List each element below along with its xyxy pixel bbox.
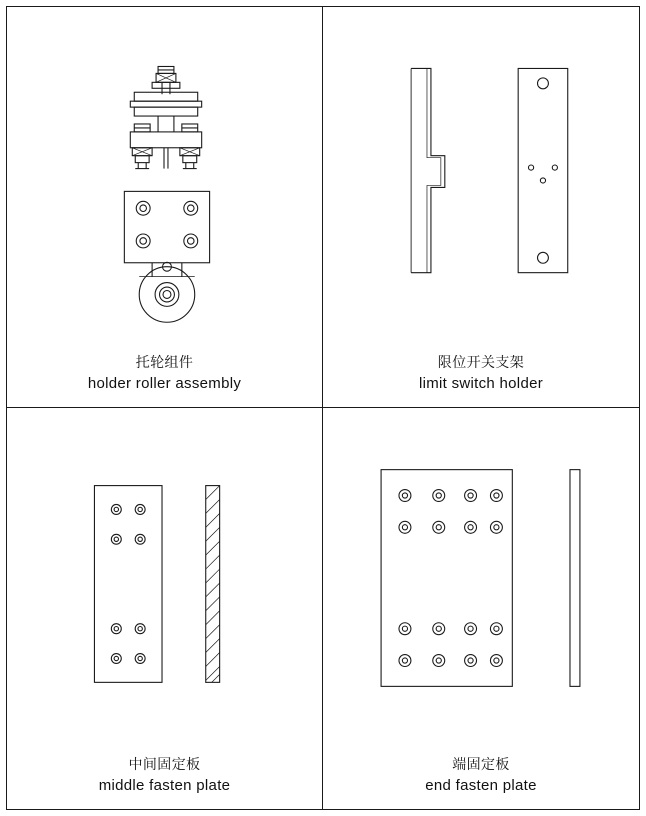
caption-en: limit switch holder <box>418 374 544 392</box>
caption-cn: 中间固定板 <box>128 755 201 772</box>
panel-end-fasten-plate <box>323 408 639 809</box>
caption-cn: 托轮组件 <box>135 353 194 370</box>
drawing-end-fasten-plate <box>323 408 639 751</box>
caption-cn: 限位开关支架 <box>437 353 525 370</box>
caption-cn: 端固定板 <box>452 755 510 772</box>
drawing-holder-roller-assembly <box>7 7 322 349</box>
caption-en: holder roller assembly <box>87 374 242 392</box>
caption-limit-switch-holder <box>323 354 639 393</box>
panel-grid <box>6 6 640 810</box>
drawing-middle-fasten-plate <box>7 408 322 751</box>
caption-end-fasten-plate <box>323 756 639 795</box>
drawing-limit-switch-holder <box>323 7 639 349</box>
panel-limit-switch-holder <box>323 7 639 408</box>
panel-middle-fasten-plate <box>7 408 323 809</box>
caption-en: end fasten plate <box>425 776 537 794</box>
caption-en: middle fasten plate <box>98 776 231 794</box>
caption-holder-roller-assembly <box>7 354 322 393</box>
panel-holder-roller-assembly <box>7 7 323 408</box>
caption-middle-fasten-plate <box>7 756 322 795</box>
